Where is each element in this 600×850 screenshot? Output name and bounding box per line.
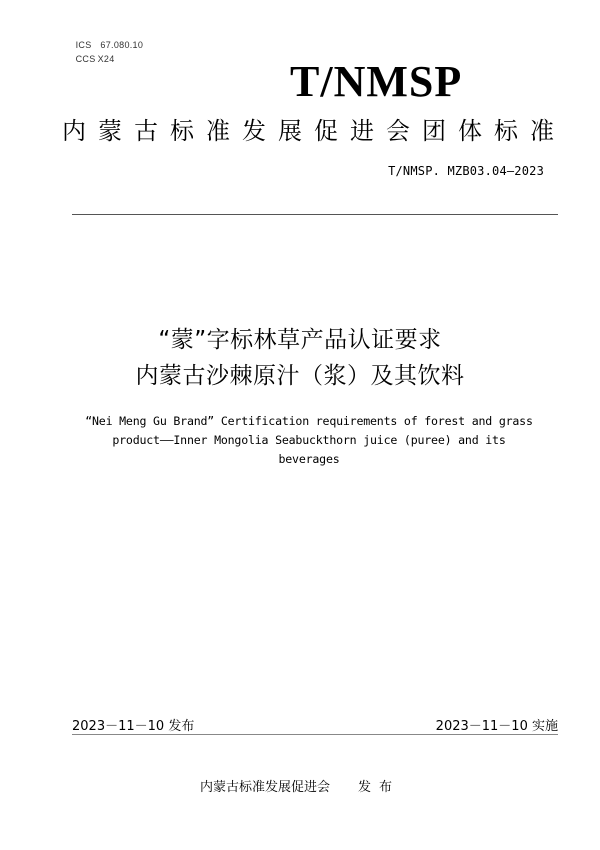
publisher-name: 内蒙古标准发展促进会 (199, 780, 330, 795)
org-char: 标 (494, 117, 518, 145)
org-char: 标 (170, 117, 194, 145)
title-en-line2: product——Inner Mongolia Seabuckthorn juice (puree) and its (112, 433, 506, 447)
ics-value: 67.080.10 (100, 40, 144, 50)
org-char: 准 (206, 117, 230, 145)
title-en-line3: beverages (278, 452, 340, 466)
ccs-code (70, 44, 115, 64)
org-char: 体 (458, 117, 482, 145)
ccs-label: CCS (75, 54, 96, 64)
release-date: 2023－11－10 (72, 719, 165, 734)
implement-date-line (436, 715, 558, 734)
title-cn-line1: “蒙”字标林草产品认证要求 (158, 327, 442, 353)
publish-action: 发布 (358, 780, 401, 795)
organization-title (62, 115, 554, 147)
header-divider (72, 214, 558, 215)
title-cn-line2: 内蒙古沙棘原汁（浆）及其饮料 (135, 363, 465, 389)
release-label: 发布 (168, 719, 195, 734)
footer-divider (72, 734, 558, 735)
org-char: 团 (422, 117, 446, 145)
org-char: 古 (134, 117, 158, 145)
ics-label: ICS (75, 40, 92, 50)
org-char: 准 (530, 117, 554, 145)
ccs-value: X24 (97, 54, 115, 64)
publisher-line (0, 776, 600, 795)
org-char: 会 (386, 117, 410, 145)
implement-label: 实施 (531, 719, 558, 734)
org-char: 展 (278, 117, 302, 145)
title-en (60, 412, 558, 469)
title-en-line1: “Nei Meng Gu Brand” Certification requirements of forest and grass (85, 414, 533, 428)
org-char: 促 (314, 117, 338, 145)
standard-number: T/NMSP. MZB03.04—2023 (388, 164, 544, 178)
brand-code: T/NMSP (290, 57, 463, 106)
org-char: 蒙 (98, 117, 122, 145)
org-char: 内 (62, 117, 86, 145)
implement-date: 2023－11－10 (435, 719, 528, 734)
org-char: 进 (350, 117, 374, 145)
release-date-line (72, 715, 194, 734)
org-char: 发 (242, 117, 266, 145)
